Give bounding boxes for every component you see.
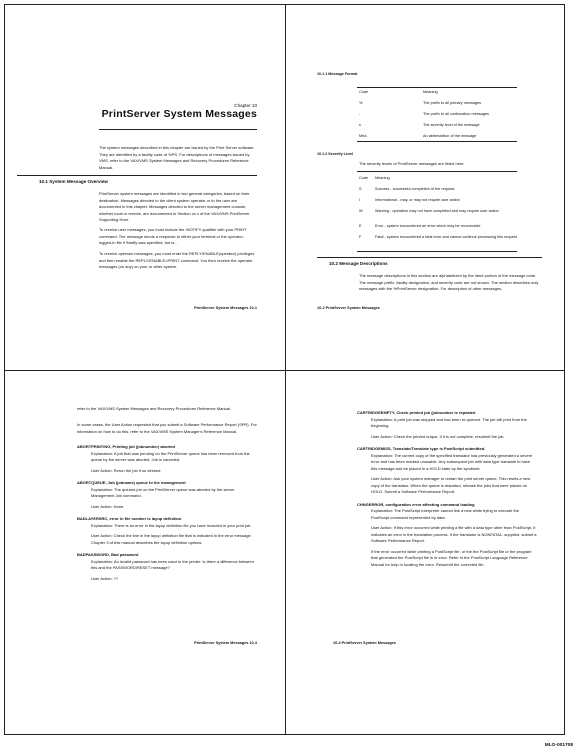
table-cell-meaning: Fatal - system encountered a fatal error and cannot continue processing this request. xyxy=(375,234,518,239)
table-cell-code: - xyxy=(359,111,361,116)
message-user-action: User Action: Check the printed output. If it is not complete, resubmit the job. xyxy=(371,433,505,439)
severity-heading: 10.1.2 Severity Level xyxy=(317,152,354,156)
list-item xyxy=(77,444,257,474)
table-cell-code: Mnd. xyxy=(359,133,368,138)
table-cell-meaning: Success - successful completion of the request. xyxy=(375,186,456,191)
table-header-code: Code xyxy=(359,90,369,94)
page-footer: 10-2 PrintServer System Messages xyxy=(317,306,380,310)
table-row xyxy=(359,186,519,197)
table-row xyxy=(359,100,517,111)
list-item xyxy=(77,552,257,582)
table-row xyxy=(359,223,519,234)
title-rule xyxy=(99,129,257,130)
list-item xyxy=(357,502,537,569)
table-header-meaning: Meaning xyxy=(375,176,390,180)
table-cell-meaning: The prefix to all continuation messages xyxy=(423,111,489,116)
table-cell-code: I xyxy=(359,197,361,202)
chapter-label: Chapter 10 xyxy=(234,103,257,108)
table-row xyxy=(359,197,519,208)
message-code: ABORTQUEUE, Job (jobname) queue to the management xyxy=(77,480,186,485)
table-header-meaning: Meaning xyxy=(423,90,438,94)
page-10-1 xyxy=(17,15,279,360)
page-footer: PrintServer System Messages 10-3 xyxy=(194,641,257,645)
table-cell-code: S xyxy=(359,186,362,191)
table-cell-code: E xyxy=(359,223,362,228)
message-code: CARTRIDGEEMPTY, Check printed job (jobnumber is repeated xyxy=(357,410,476,415)
message-code: BADLAYERSRC, error in file number is layup definition xyxy=(77,516,182,521)
message-code: CARTRIDGEMISS, Translate/Translate type is PostScript submitted. xyxy=(357,446,486,451)
page-footer: 10-4 PrintServer System Messages xyxy=(333,641,396,645)
table1-rule-top xyxy=(357,87,517,88)
table-cell-code: W xyxy=(359,208,363,213)
message-explanation: Explanation: A print job was stopped and has been re-queued. The job will print from the beginning. xyxy=(371,416,527,428)
message-explanation: Explanation: An invalid password has been used to the printer. Is there a difference between this and the PASSWORD/RESET message? xyxy=(91,558,254,570)
table-cell-meaning: Error - system encountered an error which may be recoverable xyxy=(375,223,481,228)
list-item xyxy=(357,446,537,496)
message-user-action: User Action: None. xyxy=(91,503,125,509)
severity-intro: The severity levels of PrintServer messages are listed here. xyxy=(359,161,465,166)
chapter-title: PrintServer System Messages xyxy=(101,108,257,120)
message-explanation: Explanation: The PostScript interpreter cannot link a new while trying to execute the PostScript command represented by data. xyxy=(371,508,520,520)
message-user-action: User Action: Check the line in the layup definition file that is indicated in the error message. Chapter 3 of this manual describes the layup definition options. xyxy=(91,533,252,545)
message-explanation: Explanation: A job that was pending on the PrintServer queue has been removed from the queue by the server was aborted. Job is canceled. xyxy=(91,450,250,462)
figure-id: MLO-001708 xyxy=(544,743,573,748)
table-row xyxy=(359,122,517,133)
table-cell-code: F xyxy=(359,234,362,239)
table-row xyxy=(359,208,519,223)
section-heading: 10.1 System Message Overview xyxy=(39,179,108,184)
table-row xyxy=(359,234,519,249)
overview-para-1: PrintServer system messages are identified in two general categories, based on their destination. Messages directed to the client system operator or to the user are documented in this chapter. Messages directed to the server management console, whether local or remote, are documented in Section xx.x of the VAX/VMS PrintServer Supporting Host. xyxy=(99,191,250,222)
overview-para-2: To receive user messages, you must include the /NOTIFY qualifier with your PRINT command. The message sends a response to either your terminal or the operator-logged-in file if /Notify was specified, but is... xyxy=(99,227,247,245)
printout-sheet xyxy=(4,4,565,735)
page-10-3 xyxy=(17,380,279,725)
table2-rule-bottom xyxy=(357,251,517,252)
message-list xyxy=(357,410,537,572)
message-code: BADPASSWORD, Bad password xyxy=(77,552,139,557)
message-format-heading: 10.1.1 Message Format xyxy=(317,72,358,76)
table-cell-meaning: Warning - operation may not have completed and may require user action xyxy=(375,208,499,213)
spr-para: In some cases, the User Action requested that you submit a Software Performance Report (SPR). For information on how to do this, refer to the VAX/VMS System Manager's Reference Manual. xyxy=(77,422,257,434)
table-cell-meaning: Informational - may, or may not require user action xyxy=(375,197,460,202)
descriptions-intro: The message descriptions in this section are alphabetized by the ident portion of the message code. The message prefix, facility designation, and severity code are not shown. The section describes only messages with the %PrintServer designation. For description of other messages, xyxy=(359,273,539,291)
list-item xyxy=(357,410,537,440)
message-extra-note: If the error occurred while printing a PostScript file, or the the PostScript file or the program that generated the PostScript file is in error. Refer to the PostScript Language Reference Manual for help in locating the error. Resubmit the corrected file. xyxy=(371,548,532,567)
message-explanation: Explanation: The current copy of the specified translator has previously generated a severe error and has been marked unusable. Any subsequent job with data type translate to have this message and be placed in a HOLD state by the symbiont. xyxy=(371,452,533,471)
message-explanation: Explanation: The queued job on the PrintServer queue was aborted by the server Management Job command. xyxy=(91,486,235,498)
message-list xyxy=(77,444,257,586)
message-user-action: User Action: Rerun the job if so desired. xyxy=(91,467,162,473)
message-format-table xyxy=(359,89,517,144)
table1-rule-bottom xyxy=(357,141,517,142)
severity-table xyxy=(359,175,519,249)
message-code: CHNGERROR, configuration error affecting command loading xyxy=(357,501,475,507)
intro-text: The system messages described in this chapter are issued by the Print Server software. They are identified by a facility code of %PS. For descriptions of messages issued by VMS, refer to the VAX/VMS System Messages and Recovery Procedures Reference Manual. xyxy=(99,145,255,170)
table-cell-code: s xyxy=(359,122,361,127)
list-item xyxy=(77,516,257,546)
table-cell-meaning: The prefix to all primary messages xyxy=(423,100,482,105)
horizontal-divider xyxy=(5,370,564,371)
message-user-action: User Action: If this error occurred while printing a file with a data type other than PostScript, it indicates an error in the translation process. If the translator is NONFATAL, supplied, submit a Software Performance Report. xyxy=(371,525,537,543)
overview-para-3: To receive operator messages, you must enter the REPLY/ENABLE(operator) privileges and then enable the REPLY/ENABLE=PRINT command. You then receive the operator messages (on any) on your or other system. xyxy=(99,251,255,269)
table2-rule-top xyxy=(357,171,517,172)
table-header-code: Code xyxy=(359,176,369,180)
message-explanation: Explanation: There is an error in the layup definition file you have included in your print job. xyxy=(91,522,252,528)
message-user-action: User Action: ?? xyxy=(91,575,119,581)
table-cell-code: % xyxy=(359,100,363,105)
page-10-2 xyxy=(299,15,561,360)
page-footer: PrintServer System Messages 10-1 xyxy=(194,306,257,310)
page-10-4 xyxy=(299,380,561,725)
list-item xyxy=(77,480,257,510)
descriptions-heading: 10.2 Message Descriptions xyxy=(329,261,388,266)
table-row xyxy=(359,111,517,122)
section-rule xyxy=(17,175,257,176)
message-code: ABORTPRINTING, Printing job (jobnumber) aborted xyxy=(77,444,175,449)
table-cell-meaning: An abbreviation of the message xyxy=(423,133,477,138)
section-rule xyxy=(317,257,542,258)
lead-text: refer to the VAX/VMS System Messages and Recovery Procedures Reference Manual. xyxy=(77,406,231,411)
message-user-action: User Action: Ask your system manager to restart the print server queue. This resets a new copy of the translator. When the queue is restarted, release the jobs that were placed on HOLD. Submit a Software Performance Report. xyxy=(371,476,531,494)
table-cell-meaning: The severity level of the message xyxy=(423,122,480,127)
